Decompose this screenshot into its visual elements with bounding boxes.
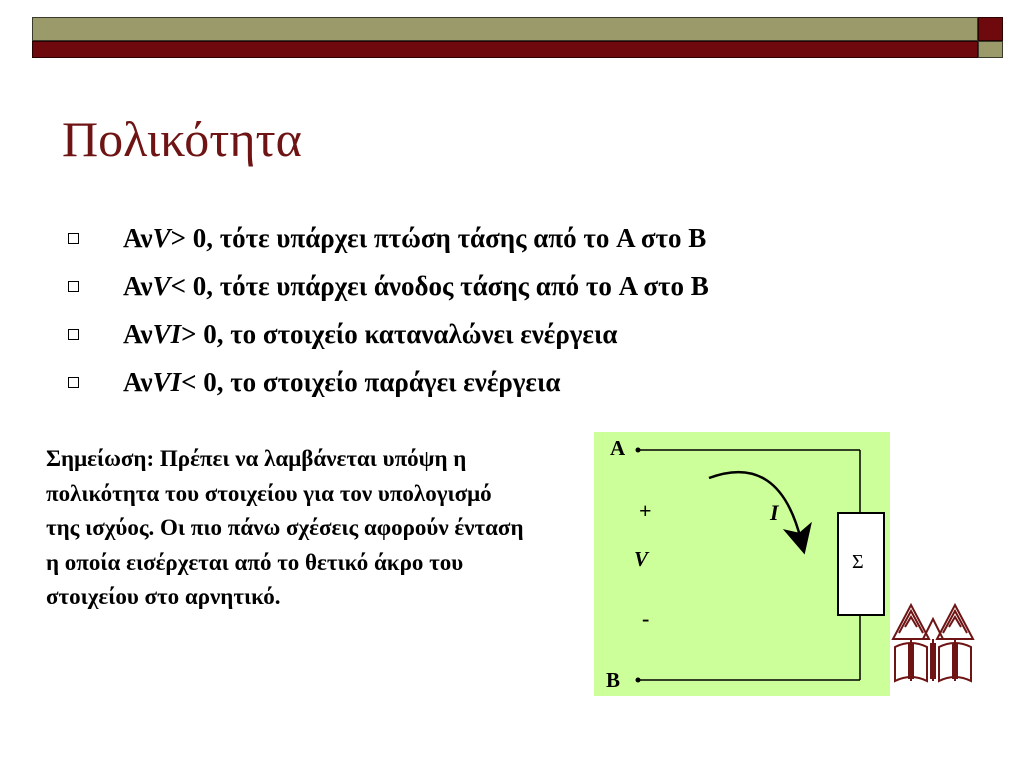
bullet-text-post: > 0, τότε υπάρχει πτώση τάσης από το A στο B	[170, 222, 707, 253]
minus-sign: -	[642, 606, 650, 631]
bullet-item	[64, 310, 709, 358]
terminal-b-dot	[636, 678, 641, 683]
bullet-item	[64, 262, 709, 310]
header-square-olive	[978, 41, 1003, 58]
node-a-label: A	[610, 436, 626, 460]
square-bullet-icon	[68, 281, 79, 292]
square-bullet-icon	[68, 329, 79, 340]
node-b-label: B	[606, 668, 621, 692]
terminal-a-dot	[636, 448, 641, 453]
bullet-text-pre: Αν	[123, 366, 153, 397]
bullet-item	[64, 214, 709, 262]
bullet-text-pre: Αν	[123, 222, 153, 253]
header-band-olive	[32, 17, 978, 41]
bullet-variable: VI	[152, 318, 182, 349]
bullet-text-post: > 0, το στοιχείο καταναλώνει ενέργεια	[181, 318, 618, 349]
element-label: Σ	[852, 551, 864, 573]
square-bullet-icon	[68, 377, 79, 388]
current-arrow	[709, 472, 801, 540]
bullet-text-pre: Αν	[123, 270, 153, 301]
current-label: I	[770, 500, 779, 525]
bullet-variable: V	[152, 222, 171, 253]
header-square-red	[978, 17, 1003, 41]
bullet-list	[64, 214, 709, 406]
voltage-label: V	[634, 547, 649, 571]
header-band-red	[32, 41, 978, 58]
circuit-diagram	[594, 432, 890, 696]
university-logo-icon	[891, 603, 975, 683]
plus-sign: +	[639, 498, 652, 523]
note-text: Σημείωση: Πρέπει να λαμβάνεται υπόψη η πολικότητα του στοιχείου για τον υπολογισμό της ισχύος. Οι πιο πάνω σχέσεις αφορούν ένταση η οποία εισέρχεται από το θετικό άκρο του στοιχείου στο αρνητικό.	[46, 446, 524, 609]
square-bullet-icon	[68, 233, 79, 244]
bullet-text-post: < 0, το στοιχείο παράγει ενέργεια	[181, 366, 561, 397]
bullet-variable: VI	[152, 366, 182, 397]
bullet-text-post: < 0, τότε υπάρχει άνοδος τάσης από το A στο B	[170, 270, 709, 301]
bullet-text-pre: Αν	[123, 318, 153, 349]
slide-title: Πολικότητα	[62, 111, 302, 167]
bullet-variable: V	[152, 270, 171, 301]
bullet-item	[64, 358, 709, 406]
